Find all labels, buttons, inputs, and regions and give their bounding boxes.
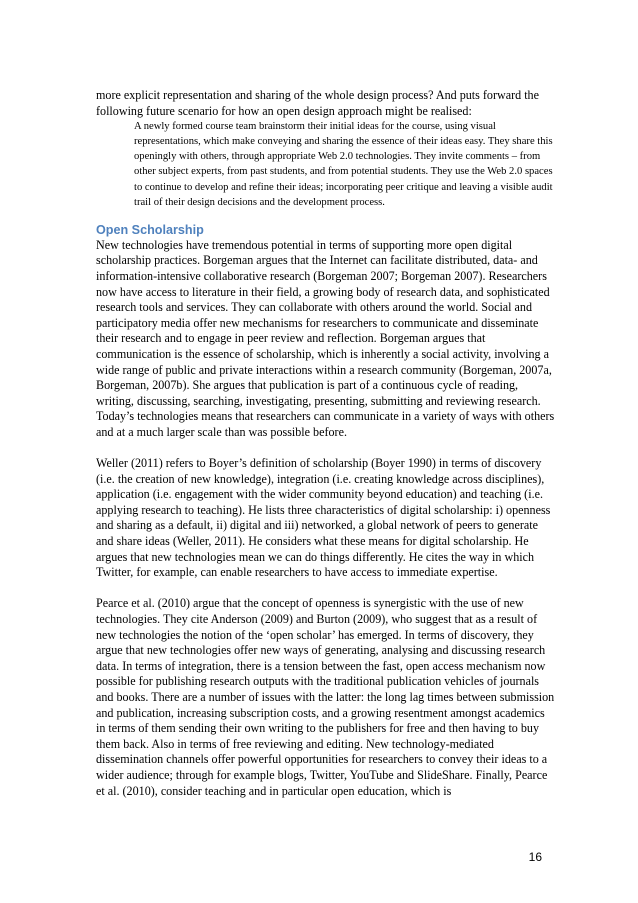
page-body xyxy=(96,88,556,799)
section-heading: Open Scholarship xyxy=(96,222,204,237)
body-paragraph: Pearce et al. (2010) argue that the concept of openness is synergistic with the use of new technologies. They cite Anderson (2009) and Burton (2009), who suggest that as a result of new technologies the notion of the ‘open scholar’ has emerged. In terms of discovery, they argue that new technologies offer new ways of generating, analysing and discussing research data. In terms of integration, there is a tension between the fast, open access mechanism now possible for publishing research outputs with the traditional publication vehicles of journals and books. There are a number of issues with the latter: the long lag times between submission and publication, increasing subscription costs, and a growing resentment amongst academics in terms of them sending their own writing to the publishers for free and then having to buy them back. Also in terms of free reviewing and editing. New technology-mediated dissemination channels offer powerful opportunities for researchers to convey their ideas to a wider audience; through for example blogs, Twitter, YouTube and SlideShare. Finally, Pearce et al. (2010), consider teaching and in particular open education, which is xyxy=(96,596,555,798)
block-quote: A newly formed course team brainstorm their initial ideas for the course, using visual representations, which make conveying and sharing the essence of their ideas easy. They share this openingly with others, through appropriate Web 2.0 technologies. They invite comments – from other subject experts, from past students, and from potential students. They use the Web 2.0 spaces to continue to develop and refine their ideas; incorporating peer critique and leaving a visible audit trail of their design decisions and the development process. xyxy=(134,121,553,208)
page-number: 16 xyxy=(528,850,542,864)
body-paragraph: New technologies have tremendous potential in terms of supporting more open digital scholarship practices. Borgeman argues that the Internet can facilitate distributed, data- and information-intensive collaborative research (Borgeman 2007; Borgeman 2007). Researchers now have access to literature in their field, a growing body of research data, and sophisticated research tools and services. They can collaborate with others around the world. Social and participatory media offer new mechanisms for researchers to communicate and disseminate their research and to engage in peer review and reflection. Borgeman argues that communication is the essence of scholarship, which is inherently a social activity, involving a wide range of public and private interactions within a research community (Borgeman, 2007a, Borgeman, 2007b). She argues that publication is part of a continuous cycle of reading, writing, discussing, searching, investigating, presenting, submitting and reviewing research. Today’s technologies means that researchers can communicate in a variety of ways with others and at a much larger scale than was possible before. xyxy=(96,237,555,439)
intro-paragraph: more explicit representation and sharing of the whole design process? And puts forward the following future scenario for how an open design approach might be realised: xyxy=(96,88,539,118)
body-paragraph: Weller (2011) refers to Boyer’s definition of scholarship (Boyer 1990) in terms of discovery (i.e. the creation of new knowledge), integration (i.e. creating knowledge across disciplines), application (i.e. engagement with the wider community beyond education) and teaching (i.e. applying research to teaching). He lists three characteristics of digital scholarship: i) openness and sharing as a default, ii) digital and iii) networked, a global network of peers to generate and share ideas (Weller, 2011). He considers what these means for digital scholarship. He argues that new technologies mean we can do things differently. He cites the way in which Twitter, for example, can enable researchers to have access to immediate expertise. xyxy=(96,456,551,580)
